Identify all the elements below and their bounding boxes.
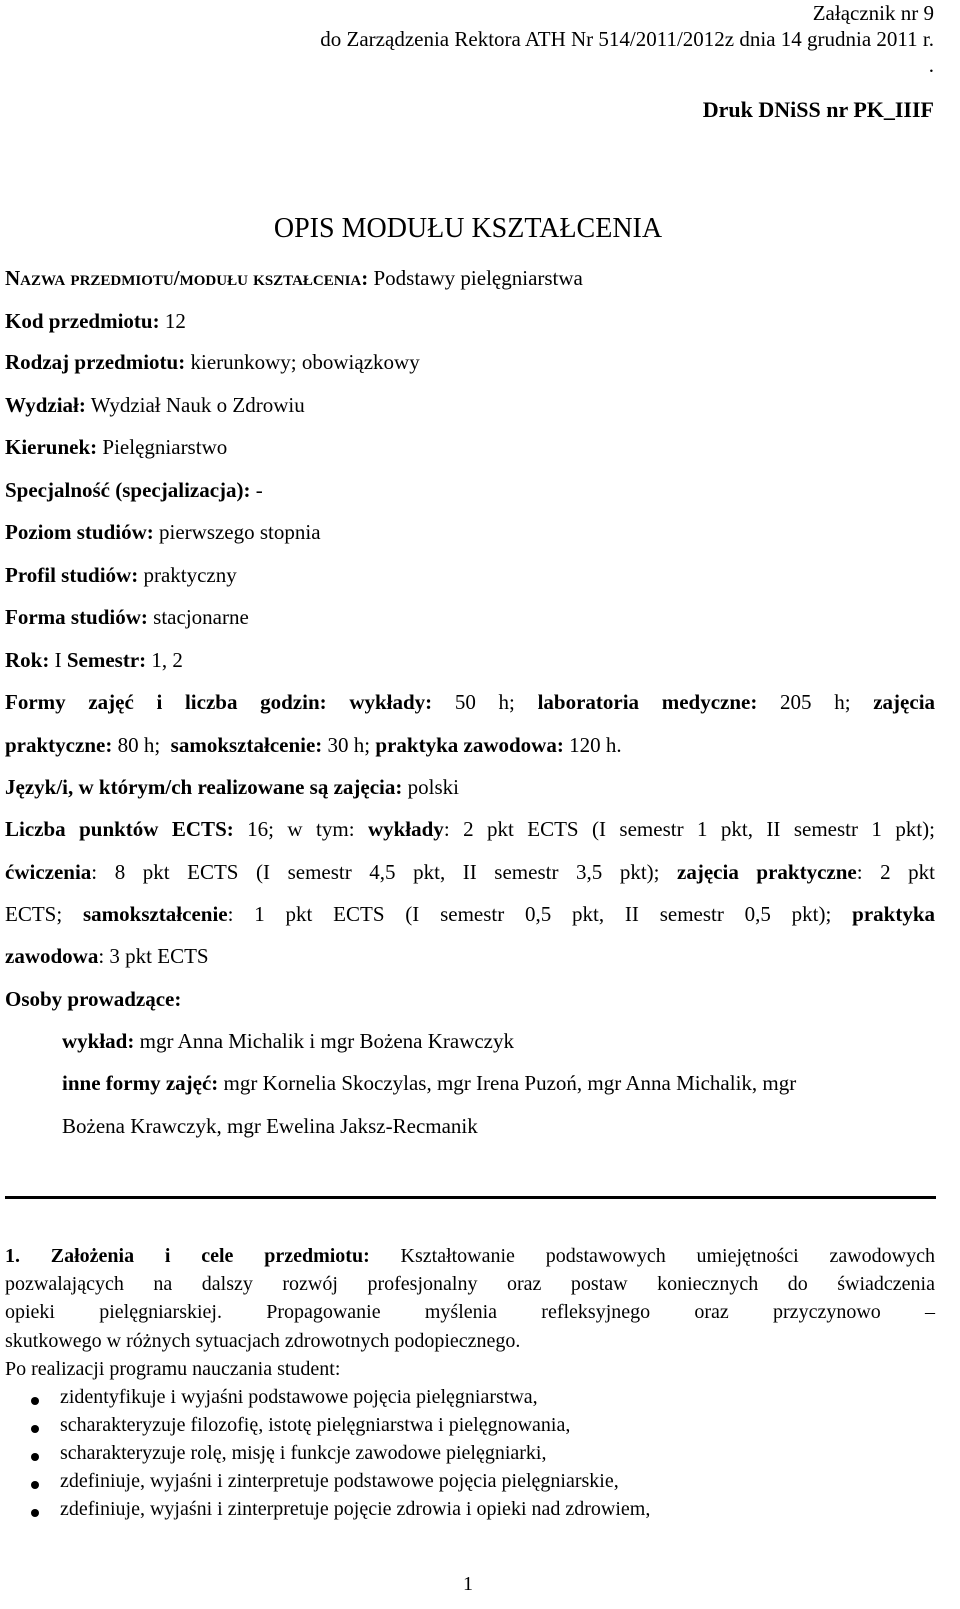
ects-l3-d: praktyka: [852, 902, 935, 926]
field-hours-line-1: [5, 690, 935, 715]
ects-l4-a: zawodowa: [5, 944, 99, 968]
section-1-p1: Kształtowanie podstawowych umiejętności zawodowych: [369, 1245, 935, 1267]
hours-label: Formy zajęć i liczba godzin:: [5, 690, 327, 714]
field-year-semester: [5, 648, 183, 673]
section-1-p3: opieki pielęgniarskiej. Propagowanie myślenia refleksyjnego oraz przyczynowo –: [5, 1301, 935, 1323]
field-hours-line-2: [5, 733, 622, 758]
staff-other: [62, 1071, 796, 1096]
field-semester-label: Semestr:: [66, 648, 147, 672]
ects-label: Liczba punktów ECTS:: [5, 817, 234, 841]
self-study-label: samokształcenie:: [170, 733, 323, 757]
field-level-label: Poziom studiów:: [5, 520, 154, 544]
labs-label: laboratoria medyczne:: [537, 690, 758, 714]
field-code-label: Kod przedmiotu:: [5, 309, 160, 333]
field-type-label: Rodzaj przedmiotu:: [5, 350, 186, 374]
list-item: zidentyfikuje i wyjaśni podstawowe pojęcia pielęgniarstwa,: [60, 1386, 538, 1408]
field-specialty: [5, 478, 263, 503]
lectures-value: 50 h;: [432, 690, 515, 714]
attachment-number: Załącznik nr 9: [812, 1, 934, 25]
internship-value: 120 h.: [563, 733, 622, 757]
page-number: 1: [463, 1573, 473, 1595]
practical-value: 80 h;: [112, 733, 161, 757]
labs-value: 205 h;: [757, 690, 851, 714]
section-1-intro-text: Po realizacji programu nauczania student:: [5, 1358, 341, 1380]
list-item: scharakteryzuje filozofię, istotę pielęgniarstwa i pielęgnowania,: [60, 1414, 571, 1436]
lectures-label: wykłady:: [349, 690, 433, 714]
ects-l1-c: : 2 pkt ECTS (I semestr 1 pkt, II semestr 1 pkt);: [443, 817, 935, 841]
field-semester-value: 1, 2: [146, 648, 183, 672]
bullet-marker: [31, 1453, 39, 1461]
ects-l3-c: : 1 pkt ECTS (I semestr 0,5 pkt, II semestr 0,5 pkt);: [227, 902, 853, 926]
other-forms-value-2: Bożena Krawczyk, mgr Ewelina Jaksz-Recmanik: [62, 1114, 478, 1138]
field-name: [5, 266, 583, 291]
ects-l3-b: samokształcenie: [82, 902, 228, 926]
ects-l2-b: : 8 pkt ECTS (I semestr 4,5 pkt, II semestr 3,5 pkt);: [91, 860, 678, 884]
section-1-intro: [5, 1358, 340, 1381]
ects-l3-a: ECTS;: [5, 902, 83, 926]
list-item: scharakteryzuje rolę, misję i funkcje zawodowe pielęgniarki,: [60, 1442, 547, 1464]
internship-label: praktyka zawodowa:: [375, 733, 564, 757]
section-1-line-2: [5, 1273, 935, 1296]
ects-l1-b: wykłady: [367, 817, 444, 841]
field-specialty-label: Specjalność (specjalizacja):: [5, 478, 251, 502]
staff-lecture: [62, 1029, 514, 1054]
field-code: [5, 309, 186, 334]
language-label: Język/i, w którym/ch realizowane są zajęcia:: [5, 775, 403, 799]
practical-label-a: zajęcia: [873, 690, 936, 714]
field-type-value: kierunkowy; obowiązkowy: [185, 350, 420, 374]
staff-other-cont: [62, 1114, 478, 1139]
field-profile: [5, 563, 237, 588]
list-item: zdefiniuje, wyjaśni i zinterpretuje pojęcie zdrowia i opieki nad zdrowiem,: [60, 1498, 651, 1520]
field-faculty-value: Wydział Nauk o Zdrowiu: [85, 393, 305, 417]
form-number: Druk DNiSS nr PK_IIIF: [702, 97, 934, 122]
language-value: polski: [402, 775, 459, 799]
lecture-value: mgr Anna Michalik i mgr Bożena Krawczyk: [134, 1029, 514, 1053]
section-1-line-3: [5, 1301, 935, 1324]
field-specialty-value: -: [250, 478, 263, 502]
field-faculty: [5, 393, 305, 418]
field-year-label: Rok:: [5, 648, 50, 672]
field-profile-label: Profil studiów:: [5, 563, 139, 587]
practical-label-b: praktyczne:: [5, 733, 113, 757]
other-forms-value-1: mgr Kornelia Skoczylas, mgr Irena Puzoń, mgr Anna Michalik, mgr: [218, 1071, 797, 1095]
staff-label: Osoby prowadzące:: [5, 987, 182, 1011]
document-title: OPIS MODUŁU KSZTAŁCENIA: [273, 213, 663, 244]
section-1-p4: skutkowego w różnych sytuacjach zdrowotnych podopiecznego.: [5, 1330, 521, 1352]
regulation-reference: do Zarządzenia Rektora ATH Nr 514/2011/2012z dnia 14 grudnia 2011 r.: [320, 27, 934, 51]
field-name-label: Nazwa przedmiotu/modułu kształcenia:: [5, 266, 369, 290]
ects-line-3: [5, 902, 935, 927]
field-level: [5, 520, 321, 545]
field-year-value: I: [49, 648, 67, 672]
ects-line-4: [5, 944, 209, 969]
ects-line-2: [5, 860, 935, 885]
field-profile-value: praktyczny: [138, 563, 237, 587]
section-divider: [5, 1196, 936, 1199]
field-form: [5, 605, 249, 630]
field-level-value: pierwszego stopnia: [153, 520, 321, 544]
field-code-value: 12: [159, 309, 186, 333]
section-1-p2: pozwalających na dalszy rozwój profesjonalny oraz postaw koniecznych do świadczenia: [5, 1273, 935, 1295]
field-name-value: Podstawy pielęgniarstwa: [368, 266, 583, 290]
bullet-marker: [31, 1397, 39, 1405]
ects-line-1: [5, 817, 935, 842]
other-forms-label: inne formy zajęć:: [62, 1071, 219, 1095]
header-dot: .: [928, 53, 934, 77]
ects-l2-d: : 2 pkt: [856, 860, 936, 884]
field-direction-value: Pielęgniarstwo: [97, 435, 228, 459]
field-type: [5, 350, 420, 375]
field-form-value: stacjonarne: [147, 605, 249, 629]
ects-l2-a: ćwiczenia: [5, 860, 92, 884]
bullet-marker: [31, 1509, 39, 1517]
list-item: zdefiniuje, wyjaśni i zinterpretuje podstawowe pojęcia pielęgniarskie,: [60, 1470, 619, 1492]
ects-l1-a: 16; w tym:: [233, 817, 368, 841]
field-language: [5, 775, 459, 800]
section-1-line-1: [5, 1245, 935, 1268]
field-faculty-label: Wydział:: [5, 393, 86, 417]
field-direction-label: Kierunek:: [5, 435, 98, 459]
ects-l2-c: zajęcia praktyczne: [677, 860, 857, 884]
section-1-line-4: [5, 1330, 520, 1353]
staff-heading: [5, 987, 181, 1012]
bullet-marker: [31, 1481, 39, 1489]
bullet-marker: [31, 1425, 39, 1433]
field-direction: [5, 435, 227, 460]
lecture-label: wykład:: [62, 1029, 135, 1053]
ects-l4-b: : 3 pkt ECTS: [98, 944, 209, 968]
field-form-label: Forma studiów:: [5, 605, 148, 629]
section-1-heading: 1. Założenia i cele przedmiotu:: [5, 1245, 370, 1267]
self-study-value: 30 h;: [322, 733, 371, 757]
